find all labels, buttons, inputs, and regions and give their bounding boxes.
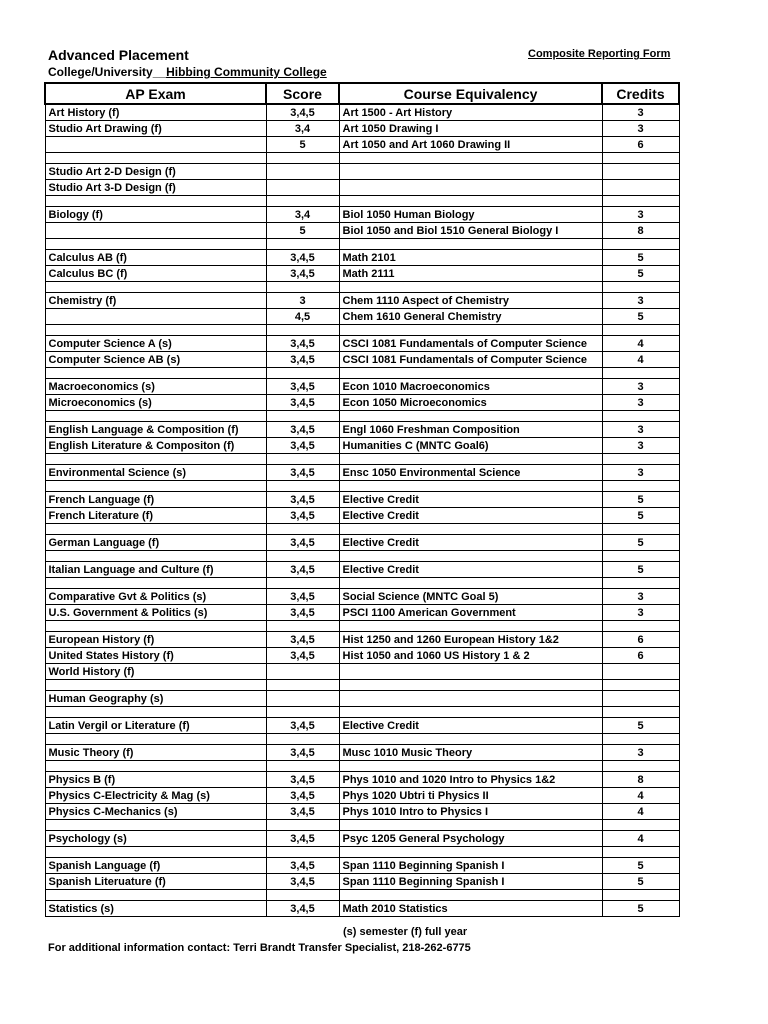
table-row (45, 352, 679, 368)
spacer-row (45, 454, 679, 465)
table-row (45, 180, 679, 196)
course-cell: Econ 1050 Microeconomics (339, 395, 602, 411)
spacer-cell (339, 239, 602, 250)
spacer-cell (602, 578, 679, 589)
credits-cell: 4 (602, 352, 679, 368)
spacer-row (45, 481, 679, 492)
table-header-row (45, 83, 679, 104)
exam-cell: Environmental Science (s) (45, 465, 266, 481)
spacer-cell (602, 325, 679, 336)
spacer-cell (339, 153, 602, 164)
spacer-cell (45, 551, 266, 562)
course-cell: PSCI 1100 American Government (339, 605, 602, 621)
legend-note: (s) semester (f) full year (343, 926, 468, 938)
spacer-cell (339, 325, 602, 336)
spacer-cell (45, 890, 266, 901)
spacer-cell (266, 282, 339, 293)
spacer-cell (45, 411, 266, 422)
table-row (45, 104, 679, 121)
spacer-cell (45, 621, 266, 632)
course-cell: Elective Credit (339, 562, 602, 578)
exam-cell: Chemistry (f) (45, 293, 266, 309)
table-row (45, 465, 679, 481)
spacer-cell (266, 734, 339, 745)
score-cell (266, 180, 339, 196)
spacer-cell (339, 551, 602, 562)
spacer-row (45, 551, 679, 562)
course-cell (339, 691, 602, 707)
spacer-row (45, 761, 679, 772)
course-cell: CSCI 1081 Fundamentals of Computer Science (339, 336, 602, 352)
spacer-cell (266, 551, 339, 562)
table-row (45, 632, 679, 648)
score-cell: 3,4,5 (266, 336, 339, 352)
table-body (45, 104, 679, 917)
table-row (45, 508, 679, 524)
table-row (45, 804, 679, 820)
spacer-cell (45, 368, 266, 379)
course-cell: Social Science (MNTC Goal 5) (339, 589, 602, 605)
column-header-course: Course Equivalency (339, 83, 602, 104)
credits-cell: 4 (602, 804, 679, 820)
spacer-cell (45, 481, 266, 492)
spacer-row (45, 820, 679, 831)
score-cell: 3,4,5 (266, 589, 339, 605)
course-cell: Span 1110 Beginning Spanish I (339, 874, 602, 890)
exam-cell: Biology (f) (45, 207, 266, 223)
score-cell: 3,4,5 (266, 788, 339, 804)
course-cell: Math 2101 (339, 250, 602, 266)
spacer-cell (339, 820, 602, 831)
exam-cell: Macroeconomics (s) (45, 379, 266, 395)
spacer-row (45, 890, 679, 901)
score-cell: 3,4,5 (266, 266, 339, 282)
credits-cell: 4 (602, 336, 679, 352)
spacer-cell (602, 551, 679, 562)
course-cell: Elective Credit (339, 508, 602, 524)
table-row (45, 788, 679, 804)
table-row (45, 535, 679, 551)
credits-cell: 5 (602, 718, 679, 734)
score-cell: 3,4,5 (266, 901, 339, 917)
spacer-cell (339, 282, 602, 293)
exam-cell: Calculus BC (f) (45, 266, 266, 282)
exam-cell: German Language (f) (45, 535, 266, 551)
spacer-cell (339, 411, 602, 422)
spacer-row (45, 411, 679, 422)
exam-cell: Studio Art 2-D Design (f) (45, 164, 266, 180)
table-row (45, 438, 679, 454)
credits-cell: 5 (602, 562, 679, 578)
exam-cell: Physics B (f) (45, 772, 266, 788)
spacer-cell (339, 196, 602, 207)
spacer-cell (266, 524, 339, 535)
spacer-row (45, 847, 679, 858)
exam-cell: Studio Art Drawing (f) (45, 121, 266, 137)
table-row (45, 691, 679, 707)
exam-cell: Latin Vergil or Literature (f) (45, 718, 266, 734)
exam-cell: Computer Science A (s) (45, 336, 266, 352)
credits-cell: 3 (602, 465, 679, 481)
score-cell: 3,4,5 (266, 772, 339, 788)
table-row (45, 664, 679, 680)
score-cell: 3,4,5 (266, 745, 339, 761)
spacer-cell (339, 734, 602, 745)
table-row (45, 309, 679, 325)
score-cell: 3,4,5 (266, 508, 339, 524)
table-row (45, 718, 679, 734)
exam-cell (45, 309, 266, 325)
course-cell: Chem 1110 Aspect of Chemistry (339, 293, 602, 309)
spacer-cell (45, 153, 266, 164)
credits-cell: 5 (602, 858, 679, 874)
exam-cell: Italian Language and Culture (f) (45, 562, 266, 578)
credits-cell: 3 (602, 379, 679, 395)
spacer-cell (45, 820, 266, 831)
credits-cell: 5 (602, 309, 679, 325)
exam-cell: U.S. Government & Politics (s) (45, 605, 266, 621)
college-name: Hibbing Community College (166, 65, 327, 79)
spacer-cell (339, 847, 602, 858)
spacer-cell (602, 368, 679, 379)
table-row (45, 207, 679, 223)
course-cell: Chem 1610 General Chemistry (339, 309, 602, 325)
college-line (48, 65, 327, 79)
spacer-row (45, 239, 679, 250)
spacer-cell (602, 820, 679, 831)
score-cell: 3,4,5 (266, 422, 339, 438)
exam-cell: Music Theory (f) (45, 745, 266, 761)
spacer-cell (602, 524, 679, 535)
table-row (45, 589, 679, 605)
credits-cell (602, 180, 679, 196)
spacer-cell (45, 282, 266, 293)
score-cell: 3,4,5 (266, 395, 339, 411)
table-row (45, 422, 679, 438)
spacer-cell (266, 153, 339, 164)
exam-cell: United States History (f) (45, 648, 266, 664)
spacer-cell (266, 621, 339, 632)
credits-cell: 5 (602, 535, 679, 551)
course-cell: Musc 1010 Music Theory (339, 745, 602, 761)
page-title: Advanced Placement (48, 47, 189, 63)
course-cell: Hist 1250 and 1260 European History 1&2 (339, 632, 602, 648)
course-cell: Humanities C (MNTC Goal6) (339, 438, 602, 454)
credits-cell: 5 (602, 901, 679, 917)
course-cell: Elective Credit (339, 492, 602, 508)
exam-cell: Calculus AB (f) (45, 250, 266, 266)
exam-cell: Spanish Language (f) (45, 858, 266, 874)
spacer-cell (266, 847, 339, 858)
spacer-cell (602, 411, 679, 422)
table-row (45, 901, 679, 917)
course-cell (339, 664, 602, 680)
course-cell: Phys 1010 Intro to Physics I (339, 804, 602, 820)
spacer-cell (339, 680, 602, 691)
table-row (45, 266, 679, 282)
spacer-row (45, 368, 679, 379)
spacer-cell (602, 454, 679, 465)
course-cell: Art 1050 Drawing I (339, 121, 602, 137)
course-cell: Art 1500 - Art History (339, 104, 602, 121)
table-row (45, 250, 679, 266)
spacer-cell (602, 761, 679, 772)
credits-cell (602, 164, 679, 180)
spacer-cell (339, 621, 602, 632)
credits-cell: 4 (602, 831, 679, 847)
exam-cell: Physics C-Mechanics (s) (45, 804, 266, 820)
spacer-cell (45, 847, 266, 858)
score-cell: 5 (266, 223, 339, 239)
spacer-row (45, 524, 679, 535)
exam-cell: Spanish Literuature (f) (45, 874, 266, 890)
exam-cell: Art History (f) (45, 104, 266, 121)
spacer-row (45, 621, 679, 632)
spacer-cell (266, 820, 339, 831)
spacer-cell (339, 524, 602, 535)
score-cell: 3,4,5 (266, 804, 339, 820)
spacer-cell (45, 578, 266, 589)
course-cell: Phys 1020 Ubtri ti Physics II (339, 788, 602, 804)
table-row (45, 223, 679, 239)
spacer-cell (602, 680, 679, 691)
table-row (45, 562, 679, 578)
score-cell (266, 664, 339, 680)
score-cell: 3,4 (266, 121, 339, 137)
course-cell: Hist 1050 and 1060 US History 1 & 2 (339, 648, 602, 664)
course-cell: Econ 1010 Macroeconomics (339, 379, 602, 395)
spacer-cell (266, 196, 339, 207)
score-cell: 3 (266, 293, 339, 309)
score-cell: 3,4,5 (266, 492, 339, 508)
spacer-cell (339, 368, 602, 379)
course-cell: Engl 1060 Freshman Composition (339, 422, 602, 438)
exam-cell (45, 223, 266, 239)
credits-cell: 3 (602, 104, 679, 121)
credits-cell: 8 (602, 223, 679, 239)
score-cell: 3,4,5 (266, 535, 339, 551)
spacer-cell (339, 707, 602, 718)
spacer-cell (45, 734, 266, 745)
spacer-row (45, 196, 679, 207)
credits-cell: 5 (602, 266, 679, 282)
spacer-row (45, 734, 679, 745)
spacer-cell (602, 847, 679, 858)
spacer-cell (602, 481, 679, 492)
exam-cell: French Language (f) (45, 492, 266, 508)
column-header-score: Score (266, 83, 339, 104)
spacer-cell (45, 680, 266, 691)
score-cell: 3,4,5 (266, 352, 339, 368)
spacer-cell (45, 454, 266, 465)
score-cell (266, 691, 339, 707)
exam-cell: Computer Science AB (s) (45, 352, 266, 368)
credits-cell: 3 (602, 395, 679, 411)
credits-cell: 5 (602, 508, 679, 524)
credits-cell: 4 (602, 788, 679, 804)
spacer-cell (339, 454, 602, 465)
table-row (45, 336, 679, 352)
score-cell: 3,4,5 (266, 632, 339, 648)
spacer-cell (602, 239, 679, 250)
credits-cell: 5 (602, 492, 679, 508)
college-label: College/University__ (48, 65, 167, 79)
table-row (45, 121, 679, 137)
spacer-cell (45, 524, 266, 535)
spacer-cell (266, 890, 339, 901)
course-cell: Elective Credit (339, 535, 602, 551)
exam-cell: Psychology (s) (45, 831, 266, 847)
table-row (45, 858, 679, 874)
table-row (45, 164, 679, 180)
table-row (45, 137, 679, 153)
spacer-cell (602, 196, 679, 207)
spacer-cell (339, 578, 602, 589)
score-cell: 3,4,5 (266, 648, 339, 664)
score-cell: 3,4,5 (266, 605, 339, 621)
credits-cell: 5 (602, 250, 679, 266)
credits-cell: 3 (602, 605, 679, 621)
score-cell: 3,4,5 (266, 858, 339, 874)
column-header-exam: AP Exam (45, 83, 266, 104)
exam-cell: English Literature & Compositon (f) (45, 438, 266, 454)
table-row (45, 648, 679, 664)
spacer-row (45, 325, 679, 336)
spacer-cell (266, 239, 339, 250)
score-cell (266, 164, 339, 180)
spacer-cell (266, 325, 339, 336)
score-cell: 3,4,5 (266, 718, 339, 734)
exam-cell: French Literature (f) (45, 508, 266, 524)
spacer-cell (266, 680, 339, 691)
course-cell: Math 2111 (339, 266, 602, 282)
credits-cell: 3 (602, 121, 679, 137)
credits-cell: 3 (602, 589, 679, 605)
credits-cell: 6 (602, 632, 679, 648)
spacer-row (45, 707, 679, 718)
score-cell: 3,4 (266, 207, 339, 223)
score-cell: 3,4,5 (266, 379, 339, 395)
form-name: Composite Reporting Form (528, 48, 671, 60)
table-row (45, 379, 679, 395)
spacer-cell (266, 481, 339, 492)
credits-cell: 5 (602, 874, 679, 890)
course-cell (339, 180, 602, 196)
table-row (45, 831, 679, 847)
credits-cell: 3 (602, 422, 679, 438)
credits-cell: 6 (602, 137, 679, 153)
spacer-cell (45, 761, 266, 772)
course-cell: Math 2010 Statistics (339, 901, 602, 917)
spacer-cell (602, 621, 679, 632)
course-cell: Span 1110 Beginning Spanish I (339, 858, 602, 874)
spacer-cell (266, 454, 339, 465)
spacer-cell (266, 761, 339, 772)
column-header-credits: Credits (602, 83, 679, 104)
credits-cell: 6 (602, 648, 679, 664)
course-cell: Phys 1010 and 1020 Intro to Physics 1&2 (339, 772, 602, 788)
spacer-cell (266, 368, 339, 379)
score-cell: 3,4,5 (266, 465, 339, 481)
course-cell: Biol 1050 and Biol 1510 General Biology I (339, 223, 602, 239)
exam-cell: Statistics (s) (45, 901, 266, 917)
spacer-cell (339, 481, 602, 492)
spacer-row (45, 282, 679, 293)
spacer-cell (339, 761, 602, 772)
spacer-cell (602, 890, 679, 901)
exam-cell: European History (f) (45, 632, 266, 648)
score-cell: 5 (266, 137, 339, 153)
spacer-cell (339, 890, 602, 901)
exam-cell: Studio Art 3-D Design (f) (45, 180, 266, 196)
exam-cell: World History (f) (45, 664, 266, 680)
spacer-cell (45, 707, 266, 718)
spacer-cell (266, 578, 339, 589)
spacer-cell (45, 239, 266, 250)
spacer-cell (602, 282, 679, 293)
spacer-cell (602, 734, 679, 745)
course-cell: CSCI 1081 Fundamentals of Computer Science (339, 352, 602, 368)
credits-cell: 3 (602, 438, 679, 454)
exam-cell: Microeconomics (s) (45, 395, 266, 411)
score-cell: 3,4,5 (266, 874, 339, 890)
spacer-row (45, 578, 679, 589)
course-cell: Ensc 1050 Environmental Science (339, 465, 602, 481)
score-cell: 3,4,5 (266, 562, 339, 578)
score-cell: 3,4,5 (266, 438, 339, 454)
course-cell: Psyc 1205 General Psychology (339, 831, 602, 847)
table-row (45, 745, 679, 761)
credits-cell: 3 (602, 207, 679, 223)
spacer-cell (602, 707, 679, 718)
contact-line: For additional information contact: Terri Brandt Transfer Specialist, 218-262-6775 (48, 942, 471, 954)
score-cell: 4,5 (266, 309, 339, 325)
exam-cell: English Language & Composition (f) (45, 422, 266, 438)
table-row (45, 492, 679, 508)
score-cell: 3,4,5 (266, 104, 339, 121)
spacer-cell (602, 153, 679, 164)
credits-cell: 8 (602, 772, 679, 788)
course-cell: Art 1050 and Art 1060 Drawing II (339, 137, 602, 153)
exam-cell (45, 137, 266, 153)
course-cell (339, 164, 602, 180)
table-row (45, 293, 679, 309)
spacer-cell (266, 411, 339, 422)
spacer-cell (45, 325, 266, 336)
exam-cell: Comparative Gvt & Politics (s) (45, 589, 266, 605)
credits-cell: 3 (602, 293, 679, 309)
table-row (45, 605, 679, 621)
exam-cell: Physics C-Electricity & Mag (s) (45, 788, 266, 804)
exam-cell: Human Geography (s) (45, 691, 266, 707)
spacer-row (45, 153, 679, 164)
spacer-cell (266, 707, 339, 718)
spacer-cell (45, 196, 266, 207)
credits-cell (602, 664, 679, 680)
course-cell: Elective Credit (339, 718, 602, 734)
spacer-row (45, 680, 679, 691)
credits-cell: 3 (602, 745, 679, 761)
table-row (45, 395, 679, 411)
ap-credit-table (44, 82, 680, 917)
course-cell: Biol 1050 Human Biology (339, 207, 602, 223)
table-row (45, 772, 679, 788)
score-cell: 3,4,5 (266, 250, 339, 266)
credits-cell (602, 691, 679, 707)
table-row (45, 874, 679, 890)
score-cell: 3,4,5 (266, 831, 339, 847)
